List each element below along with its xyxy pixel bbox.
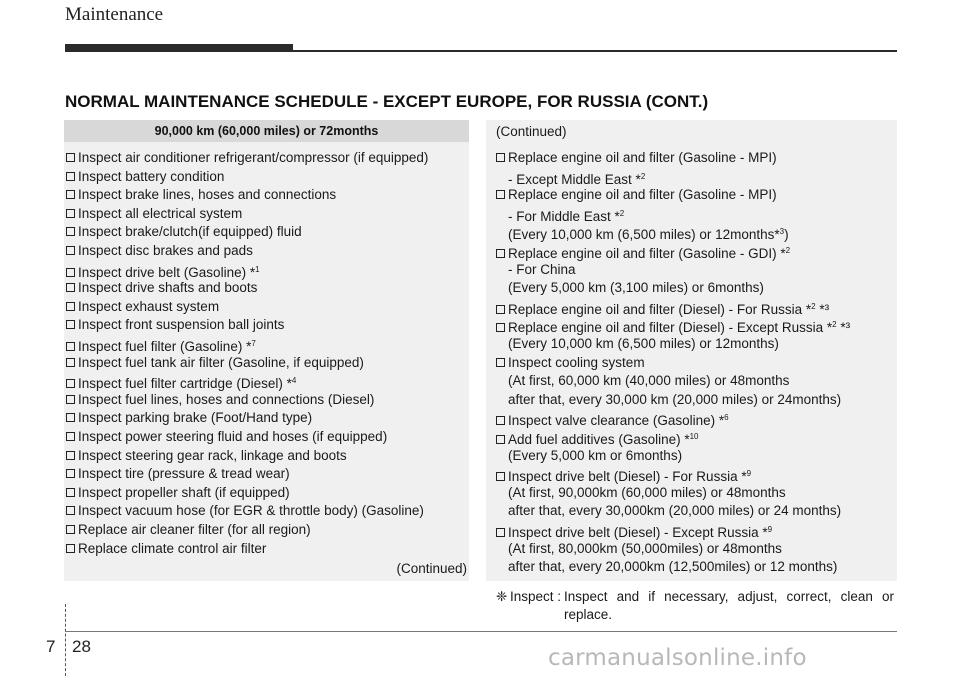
footnote-marker: 9 <box>767 525 773 534</box>
item-text: after that, every 30,000km (20,000 miles) or 24 months) <box>508 503 842 519</box>
checklist-item <box>66 298 219 316</box>
item-text-suffix: *³ <box>815 301 830 317</box>
interval-heading: 90,000 km (60,000 miles) or 72months <box>64 120 469 142</box>
item-text: Inspect fuel filter (Gasoline) * <box>78 339 252 354</box>
checklist-item <box>508 484 786 502</box>
checkbox-icon <box>66 379 75 388</box>
item-text: Inspect exhaust system <box>78 298 220 314</box>
checkbox-icon <box>66 395 75 404</box>
checkbox-icon <box>66 302 75 311</box>
footnote-marker: 2 <box>640 171 646 181</box>
item-text: Inspect drive belt (Diesel) - For Russia * <box>508 469 747 485</box>
checklist-item <box>508 372 789 390</box>
footnote-marker: 9 <box>746 469 752 479</box>
checklist-item <box>508 261 576 279</box>
item-text: (At first, 60,000 km (40,000 miles) or 48months <box>508 373 790 389</box>
checklist-item <box>508 502 841 520</box>
item-text: Inspect brake/clutch(if equipped) fluid <box>78 224 302 240</box>
item-text-suffix: *³ <box>836 320 851 336</box>
checklist-item <box>66 354 364 372</box>
item-text: Inspect drive belt (Gasoline) * <box>78 264 256 280</box>
footer-divider-vertical <box>65 604 66 676</box>
item-text: Inspect power steering fluid and hoses (if equipped) <box>78 429 388 444</box>
checkbox-icon <box>66 190 75 199</box>
item-text: - For China <box>508 261 576 277</box>
page-heading: NORMAL MAINTENANCE SCHEDULE - EXCEPT EUROPE, FOR RUSSIA (CONT.) <box>65 92 709 111</box>
checkbox-icon <box>66 488 75 497</box>
checkbox-icon <box>66 506 75 515</box>
checklist-item <box>508 391 841 409</box>
checklist-item <box>66 502 424 520</box>
checkbox-icon <box>496 435 505 444</box>
checklist-item <box>66 391 374 409</box>
checklist-item <box>508 540 782 558</box>
header-rule-thick <box>65 44 293 52</box>
item-text: Inspect fuel lines, hoses and connections (Diesel) <box>78 391 375 407</box>
checklist-item <box>66 205 242 223</box>
item-text: Inspect vacuum hose (for EGR & throttle body) (Gasoline) <box>78 503 424 519</box>
item-text: Inspect parking brake (Foot/Hand type) <box>78 410 313 426</box>
footnote-marker: 1 <box>255 264 260 274</box>
item-text: Inspect air conditioner refrigerant/compressor (if equipped) <box>78 150 429 165</box>
item-text: Replace engine oil and filter (Gasoline - MPI) <box>508 187 777 203</box>
left-schedule-panel <box>64 120 469 581</box>
checklist-item <box>66 186 336 204</box>
item-text: (Every 10,000 km (6,500 miles) or 12months* <box>508 227 780 243</box>
checklist-item <box>66 484 290 502</box>
checkbox-icon <box>66 451 75 460</box>
checklist-item <box>66 465 290 483</box>
checklist-item <box>66 168 224 186</box>
item-text: Inspect disc brakes and pads <box>78 243 253 258</box>
checklist-item <box>496 186 777 204</box>
checkbox-icon <box>496 190 505 199</box>
item-text: Inspect battery condition <box>78 168 225 184</box>
checkbox-icon <box>496 472 505 481</box>
item-text: Inspect valve clearance (Gasoline) * <box>508 413 725 429</box>
checkbox-icon <box>66 342 75 351</box>
checkbox-icon <box>66 283 75 292</box>
item-text: Inspect drive shafts and boots <box>78 280 258 296</box>
item-text: Inspect all electrical system <box>78 205 243 221</box>
checklist-item <box>496 354 645 372</box>
checkbox-icon <box>66 172 75 181</box>
section-title: Maintenance <box>65 4 164 25</box>
checkbox-icon <box>66 358 75 367</box>
chapter-number: 7 <box>46 637 56 656</box>
checkbox-icon <box>66 246 75 255</box>
note-label: Inspect : <box>510 589 562 604</box>
checkbox-icon <box>496 153 505 162</box>
item-text: Replace climate control air filter <box>78 540 267 556</box>
checklist-item <box>66 242 253 260</box>
checkbox-icon <box>66 544 75 553</box>
checkbox-icon <box>496 249 505 258</box>
footnote-marker: 2 <box>785 246 791 255</box>
item-text: Inspect steering gear rack, linkage and boots <box>78 447 347 463</box>
checklist-item <box>66 279 257 297</box>
continued-label: (Continued) <box>396 561 467 576</box>
checkbox-icon <box>66 432 75 441</box>
footer-rule <box>65 631 897 632</box>
item-text-suffix: ) <box>784 227 789 243</box>
checklist-item <box>508 279 764 297</box>
checkbox-icon <box>66 320 75 329</box>
checkbox-icon <box>66 525 75 534</box>
item-text: (Every 5,000 km or 6months) <box>508 447 683 463</box>
item-text: (Every 10,000 km (6,500 miles) or 12months) <box>508 336 779 351</box>
footnote-marker: 2 <box>811 301 816 311</box>
checklist-item <box>66 149 428 167</box>
checklist-item <box>66 223 302 241</box>
item-text: after that, every 20,000km (12,500miles) or 12 months) <box>508 559 838 575</box>
item-text: (At first, 90,000km (60,000 miles) or 48months <box>508 484 786 500</box>
watermark: carmanualsonline.info <box>548 645 807 671</box>
footnote-marker: 6 <box>724 413 729 423</box>
checklist-item <box>508 447 682 465</box>
checkbox-icon <box>496 305 505 314</box>
right-schedule-panel <box>486 120 897 581</box>
checklist-item <box>66 316 284 334</box>
note-text: Inspect and if necessary, adjust, correct, clean or replace. <box>564 589 894 622</box>
checklist-item <box>66 428 387 446</box>
checklist-item <box>66 409 312 427</box>
item-text: Inspect brake lines, hoses and connections <box>78 187 337 203</box>
checkbox-icon <box>496 323 505 332</box>
item-text: Inspect drive belt (Diesel) - Except Russia * <box>508 525 768 540</box>
header-rule-thin <box>293 50 897 52</box>
item-text: Inspect front suspension ball joints <box>78 317 285 333</box>
item-text: Inspect propeller shaft (if equipped) <box>78 484 290 500</box>
checkbox-icon <box>66 209 75 218</box>
note-symbol-icon: ❈ <box>496 589 508 604</box>
checklist-item <box>66 447 347 465</box>
item-text: (At first, 80,000km (50,000miles) or 48months <box>508 540 782 556</box>
checkbox-icon <box>496 416 505 425</box>
checkbox-icon <box>66 227 75 236</box>
item-text: Replace engine oil and filter (Gasoline - MPI) <box>508 150 777 165</box>
item-text: - For Middle East * <box>508 208 620 224</box>
checklist-item <box>66 540 266 558</box>
item-text: after that, every 30,000 km (20,000 miles) or 24months) <box>508 391 842 407</box>
checklist-item <box>508 335 779 353</box>
footnote-marker: 2 <box>619 208 625 218</box>
footnote-marker: 10 <box>689 432 699 441</box>
item-text: - Except Middle East * <box>508 171 641 187</box>
footnote-marker: 2 <box>832 320 837 330</box>
footnote-marker: 3 <box>779 227 785 237</box>
continued-heading: (Continued) <box>496 124 567 139</box>
footnote-marker: 4 <box>291 376 297 386</box>
checkbox-icon <box>66 153 75 162</box>
item-text: Replace engine oil and filter (Gasoline - GDI) * <box>508 246 786 261</box>
page-number: 28 <box>72 637 91 656</box>
checklist-item <box>508 558 837 576</box>
footnote-marker: 7 <box>251 339 256 348</box>
checklist-item <box>496 149 777 167</box>
item-text: Add fuel additives (Gasoline) * <box>508 432 690 447</box>
checklist-item <box>66 521 311 539</box>
item-text: Inspect tire (pressure & tread wear) <box>78 466 290 482</box>
item-text: Inspect fuel filter cartridge (Diesel) * <box>78 376 292 392</box>
item-text: Replace engine oil and filter (Diesel) - Except Russia * <box>508 320 833 336</box>
item-text: Inspect cooling system <box>508 354 645 370</box>
checkbox-icon <box>496 358 505 367</box>
item-text: Replace air cleaner filter (for all region) <box>78 522 311 537</box>
checkbox-icon <box>66 469 75 478</box>
item-text: Inspect fuel tank air filter (Gasoline, if equipped) <box>78 354 364 370</box>
checkbox-icon <box>496 528 505 537</box>
item-text: Replace engine oil and filter (Diesel) - For Russia * <box>508 301 812 317</box>
checkbox-icon <box>66 268 75 277</box>
checkbox-icon <box>66 413 75 422</box>
item-text: (Every 5,000 km (3,100 miles) or 6months) <box>508 280 764 296</box>
